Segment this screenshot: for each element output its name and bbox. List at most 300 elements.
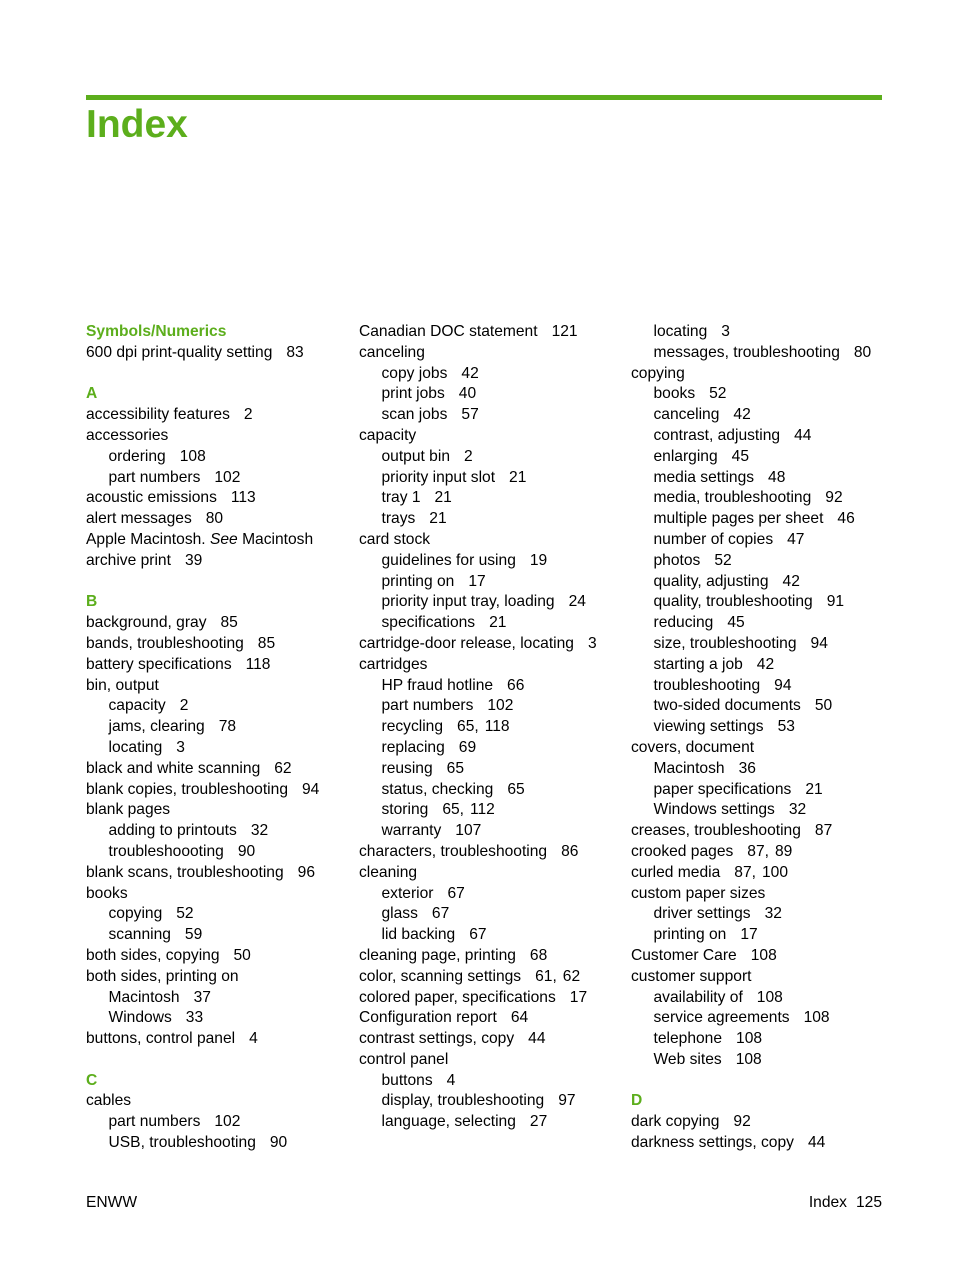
index-subentry [86,1008,351,1029]
index-term: black and white scanning [86,759,261,777]
index-term: tray 1 [381,489,421,507]
page-reference: 100 [761,863,788,881]
index-subentry [631,426,896,447]
index-term: cartridge-door release, locating [359,634,574,652]
index-subentry [359,364,624,385]
page-reference: 102 [214,1113,241,1131]
index-term: archive print [86,551,171,569]
page-reference: 108 [179,447,206,465]
index-entry [359,863,624,884]
index-term: storing [381,801,429,819]
page-reference: 44 [807,1134,826,1152]
index-subentry [359,405,624,426]
page-reference: 24 [568,593,586,611]
page-reference: 57 [461,406,479,424]
page-reference: 3 [587,634,597,652]
page-reference: 42 [733,406,751,424]
index-term: Customer Care [631,946,737,964]
index-term: driver settings [653,905,751,923]
index-subentry [631,1029,896,1050]
index-entry [86,967,351,988]
index-subentry [86,738,351,759]
index-term: locating [653,323,708,340]
index-spacer [86,572,351,593]
index-term: acoustic emissions [86,489,217,507]
page-reference: 21 [429,510,447,528]
page-reference: 78 [218,718,237,736]
index-subentry [359,613,624,634]
page-reference: 94 [302,780,320,798]
index-term: adding to printouts [108,822,237,840]
index-entry [631,842,896,863]
page-reference: 92 [825,489,843,507]
page-reference: 47 [787,530,805,548]
page-reference: 107 [455,822,482,840]
page-reference: 85 [257,634,276,652]
page-reference: 90 [237,842,256,860]
page-reference: 65, [457,718,479,736]
index-subentry [631,592,896,613]
index-entry [86,530,351,551]
index-column-1 [86,322,351,1154]
index-subentry [359,384,624,405]
index-term: scan jobs [381,406,448,424]
index-term: contrast settings, copy [359,1030,515,1048]
page-reference: 96 [297,863,316,881]
index-term: paper specifications [653,780,792,798]
page-reference: 33 [185,1009,204,1027]
index-entry [86,759,351,780]
index-entry [86,863,351,884]
index-term: canceling [359,343,425,361]
index-subentry [359,676,624,697]
index-term: Symbols/Numerics [86,323,227,340]
page-reference: 32 [250,822,269,840]
page-reference: 80 [853,343,872,361]
index-entry [86,426,351,447]
index-term: custom paper sizes [631,884,766,902]
page-reference: 61, [535,967,557,985]
page-reference: 52 [176,905,194,923]
index-term: HP fraud hotline [381,676,494,694]
index-term: telephone [653,1030,723,1048]
page-reference: 32 [764,905,782,923]
index-term: messages, troubleshooting [653,343,840,361]
index-entry [631,967,896,988]
index-term: Windows [108,1009,172,1027]
page-reference: 87 [814,822,833,840]
index-term: curled media [631,863,721,881]
index-subentry [359,717,624,738]
index-term: specifications [381,614,476,632]
index-term: status, checking [381,780,494,798]
page-reference: 37 [193,988,211,1006]
page-reference: 113 [230,489,256,507]
page-title: Index [86,103,188,146]
page-reference: 4 [249,1030,258,1048]
page-reference: 52 [714,551,732,569]
index-term: books [86,884,128,902]
index-entry [86,884,351,905]
index-entry [359,946,624,967]
index-subentry [359,759,624,780]
page-reference: 108 [735,1050,762,1068]
page-reference: 44 [794,426,812,444]
index-section-heading [86,592,351,613]
index-term: bin, output [86,676,159,694]
index-entry [359,1008,624,1029]
index-subentry [631,613,896,634]
index-subentry [359,696,624,717]
index-entry [86,613,351,634]
index-subentry [631,634,896,655]
index-term: accessories [86,426,169,444]
index-subentry [359,468,624,489]
index-term: cartridges [359,655,428,673]
page-reference: 42 [756,655,775,673]
page-reference: 89 [774,842,793,860]
page-reference: 64 [510,1009,529,1027]
index-entry [359,988,624,1009]
index-subentry [631,655,896,676]
index-term: contrast, adjusting [653,426,781,444]
index-entry [86,343,351,364]
index-subentry [86,717,351,738]
page-reference: 21 [434,489,452,507]
index-spacer [631,1071,896,1092]
index-term: warranty [381,822,442,840]
page-reference: 108 [750,946,777,964]
index-term: background, gray [86,614,207,632]
index-term: two-sided documents [653,697,801,715]
page-reference: 87, [734,863,756,881]
index-term: quality, adjusting [653,572,769,590]
page-reference: 67 [431,905,450,923]
index-term: Canadian DOC statement [359,323,538,340]
index-term: colored paper, specifications [359,988,556,1006]
index-term: accessibility features [86,406,230,424]
index-term: dark copying [631,1113,720,1131]
page-reference: 44 [528,1030,546,1048]
page-reference: 90 [269,1134,288,1152]
index-term: blank scans, troubleshooting [86,863,284,881]
index-entry [631,738,896,759]
index-term: priority input tray, loading [381,593,555,611]
index-term: locating [108,738,163,756]
index-entry [86,1029,351,1050]
footer-right [809,1193,882,1213]
page-reference: 53 [777,718,795,736]
index-subentry [631,925,896,946]
index-entry [359,842,624,863]
index-entry [86,676,351,697]
index-term: control panel [359,1050,449,1068]
index-term: Macintosh [108,988,180,1006]
index-term: Windows settings [653,801,775,819]
index-term: buttons [381,1071,433,1089]
page-reference: 94 [810,634,828,652]
index-term: crooked pages [631,842,734,860]
page-reference: 3 [176,738,185,756]
index-subentry [631,509,896,530]
index-entry [86,946,351,967]
index-entry [86,551,351,572]
page-reference: 2 [243,406,253,424]
index-entry [86,1091,351,1112]
see-reference-target: Macintosh [242,530,314,548]
page-reference: 108 [803,1009,830,1027]
index-term: blank copies, troubleshooting [86,780,288,798]
index-term: darkness settings, copy [631,1134,794,1152]
index-entry [631,946,896,967]
index-term: bands, troubleshooting [86,634,244,652]
index-section-heading [86,1071,351,1092]
index-term: Apple Macintosh. [86,530,206,548]
title-rule [86,95,882,100]
index-subentry [631,717,896,738]
page-reference: 52 [709,385,727,403]
index-subentry [631,800,896,821]
index-subentry [359,884,624,905]
index-subentry [631,384,896,405]
index-column-3 [631,322,896,1154]
page-reference: 86 [561,842,579,860]
page-reference: 32 [788,801,807,819]
index-subentry [631,468,896,489]
see-reference-label: See [209,530,238,548]
page-reference: 59 [184,926,203,944]
page-reference: 108 [736,1030,763,1048]
index-term: USB, troubleshooting [108,1134,256,1152]
index-subentry [359,1071,624,1092]
index-subentry [631,572,896,593]
index-subentry [86,988,351,1009]
page-reference: 40 [458,385,477,403]
footer-left: ENWW [86,1194,138,1211]
index-subentry [631,343,896,364]
index-entry [631,884,896,905]
index-term: buttons, control panel [86,1030,236,1048]
index-term: Macintosh [653,759,725,777]
index-term: card stock [359,530,431,548]
index-entry [359,343,624,364]
index-subentry [86,904,351,925]
index-subentry [631,322,896,343]
index-term: B [86,593,98,611]
index-entry [359,1050,624,1071]
index-entry [86,488,351,509]
index-term: customer support [631,967,752,985]
index-term: Configuration report [359,1009,497,1027]
index-term: glass [381,905,418,923]
page-reference: 62 [274,759,292,777]
index-term: books [653,385,696,403]
page-reference: 67 [469,926,487,944]
page-reference: 36 [738,759,756,777]
index-entry [631,821,896,842]
index-term: copy jobs [381,364,448,382]
index-term: media, troubleshooting [653,489,812,507]
index-subentry [86,696,351,717]
index-term: creases, troubleshooting [631,822,801,840]
index-entry [86,405,351,426]
index-spacer [86,364,351,385]
page-reference: 118 [484,718,510,736]
index-subentry [631,904,896,925]
index-entry [631,863,896,884]
index-entry [631,1112,896,1133]
index-subentry [359,551,624,572]
index-entry [359,1029,624,1050]
page-reference: 67 [447,884,465,902]
index-term: language, selecting [381,1113,516,1131]
index-term: cables [86,1092,132,1110]
page-reference: 17 [468,572,486,590]
index-entry [359,426,624,447]
index-term: capacity [108,697,166,715]
index-term: C [86,1071,98,1089]
index-term: both sides, printing on [86,967,239,985]
index-entry [359,530,624,551]
index-term: troubleshoooting [108,842,224,860]
index-subentry [86,821,351,842]
page-reference: 42 [782,572,800,590]
index-term: display, troubleshooting [381,1092,545,1110]
index-term: exterior [381,884,434,902]
index-spacer [86,1050,351,1071]
page-reference: 83 [286,343,304,361]
index-term: part numbers [108,468,201,486]
page-reference: 65 [507,780,525,798]
page-reference: 39 [184,551,203,569]
index-term: cleaning [359,863,418,881]
index-term: both sides, copying [86,946,220,964]
index-entry [86,800,351,821]
index-subentry [359,738,624,759]
page-reference: 102 [487,697,514,715]
page-reference: 85 [220,614,238,632]
index-entry [86,634,351,655]
index-term: print jobs [381,385,445,403]
page-reference: 87, [747,842,769,860]
index-term: A [86,385,98,403]
page-reference: 4 [446,1071,456,1089]
index-subentry [631,488,896,509]
index-term: priority input slot [381,468,496,486]
index-subentry [359,800,624,821]
page-reference: 19 [529,551,548,569]
index-subentry [359,592,624,613]
index-term: starting a job [653,655,743,673]
page-reference: 62 [562,967,581,985]
index-term: copying [108,905,163,923]
page-reference: 118 [245,655,271,673]
page-reference: 3 [721,323,730,340]
page-reference: 17 [569,988,588,1006]
index-subentry [359,925,624,946]
index-entry [86,655,351,676]
index-entry [359,967,624,988]
index-term: viewing settings [653,718,764,736]
index-term: enlarging [653,447,718,465]
index-term: ordering [108,447,166,465]
index-subentry [359,780,624,801]
page-reference: 21 [805,780,823,798]
index-term: canceling [653,406,720,424]
index-term: blank pages [86,801,171,819]
index-subentry [359,488,624,509]
page-reference: 48 [768,468,786,486]
index-term: service agreements [653,1009,790,1027]
index-entry [359,322,624,343]
page-reference: 65, [442,801,464,819]
index-subentry [631,1050,896,1071]
index-subentry [631,676,896,697]
index-term: guidelines for using [381,551,516,569]
index-subentry [359,1091,624,1112]
index-subentry [359,447,624,468]
index-subentry [86,468,351,489]
index-subentry [631,988,896,1009]
index-entry [86,780,351,801]
page-reference: 102 [214,468,241,486]
index-term: scanning [108,926,171,944]
index-subentry [631,447,896,468]
index-term: copying [631,364,685,382]
page-reference: 45 [731,447,750,465]
index-subentry [359,572,624,593]
index-term: replacing [381,738,445,756]
page-reference: 45 [727,614,745,632]
index-entry [359,634,624,655]
page-reference: 68 [529,946,548,964]
index-term: reusing [381,759,433,777]
index-subentry [359,1112,624,1133]
page-reference: 108 [756,988,783,1006]
index-term: capacity [359,426,417,444]
page-reference: 50 [233,946,251,964]
index-term: trays [381,510,416,528]
page-reference: 65 [446,759,465,777]
index-term: output bin [381,447,450,465]
index-entry [631,1133,896,1154]
page-reference: 91 [826,593,845,611]
index-subentry [359,821,624,842]
index-subentry [359,904,624,925]
page-reference: 2 [464,447,473,465]
index-entry [631,364,896,385]
index-subentry [631,405,896,426]
index-subentry [86,447,351,468]
index-subentry [631,551,896,572]
index-subentry [86,925,351,946]
index-term: number of copies [653,530,774,548]
index-section-heading [86,384,351,405]
index-term: Web sites [653,1050,722,1068]
page-reference: 46 [837,510,855,528]
page-reference: 50 [814,697,833,715]
page-reference: 17 [740,926,758,944]
footer-section: Index [808,1194,847,1211]
index-term: media settings [653,468,755,486]
page-reference: 2 [179,697,189,715]
page-reference: 21 [509,468,527,486]
index-term: characters, troubleshooting [359,842,548,860]
index-subentry [86,842,351,863]
page-reference: 66 [507,676,525,694]
index-term: part numbers [381,697,474,715]
index-term: availability of [653,988,743,1006]
